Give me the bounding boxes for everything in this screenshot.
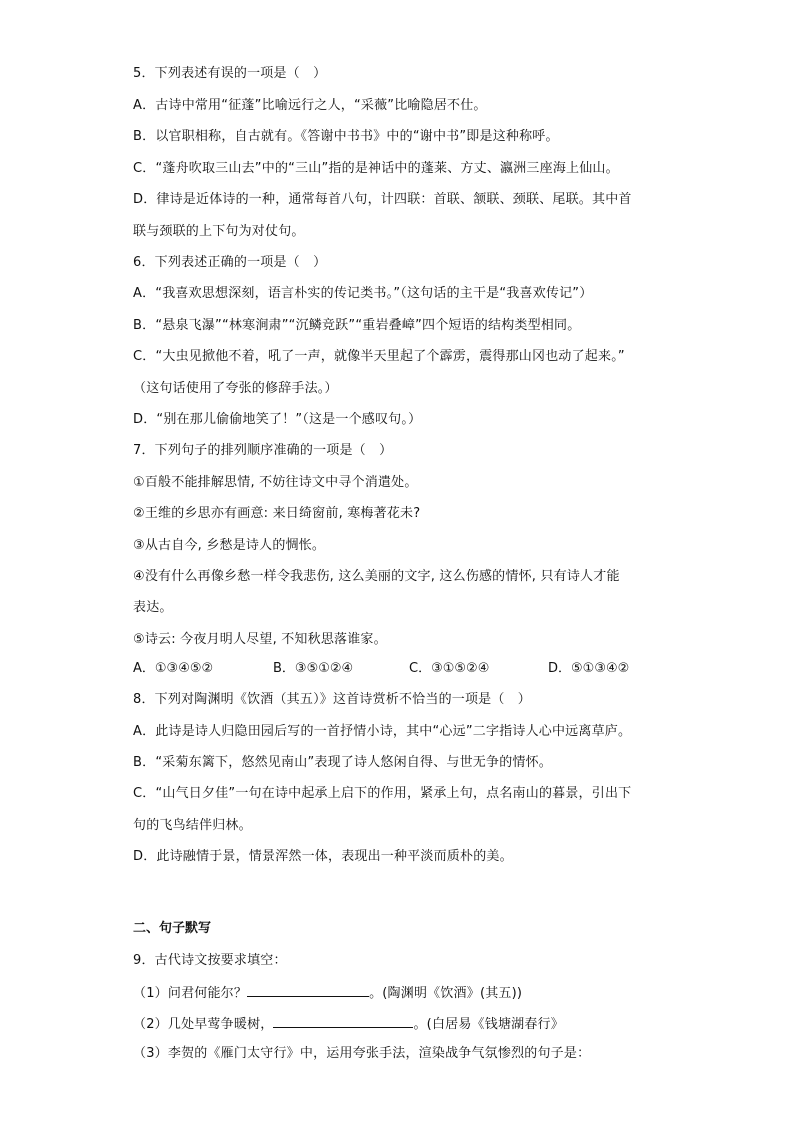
section-title-sentence-dictation: 二、句子默写 [133, 921, 212, 936]
q9-item-2-prefix: （2）几处早莺争暖树， [133, 1017, 274, 1032]
q8-option-a: A．此诗是诗人归隐田园后写的一首抒情小诗，其中“心远”二字指诗人心中远离草庐。 [133, 724, 632, 739]
q9-item-2-suffix: 。(白居易《钱塘湖春行》 [413, 1017, 564, 1032]
q6-option-c-line2: （这句话使用了夸张的修辞手法。） [133, 381, 338, 396]
q9-item-2-blank[interactable] [273, 1013, 413, 1028]
q6-option-b: B．“悬泉飞瀑”“林寒涧肃”“沉鳞竞跃”“重岩叠嶂”四个短语的结构类型相同。 [133, 318, 581, 333]
q9-item-1-blank[interactable] [247, 982, 369, 997]
q7-sentence-5: ⑤诗云: 今夜月明人尽望, 不知秋思落谁家。 [133, 632, 387, 647]
q9-item-3: （3）李贺的《雁门太守行》中，运用夸张手法，渲染战争气氛惨烈的句子是： [133, 1046, 591, 1061]
q7-option-d: D．⑤①③④② [548, 661, 630, 676]
q7-sentence-4-line1: ④没有什么再像乡愁一样令我悲伤, 这么美丽的文字, 这么伤感的情怀, 只有诗人才能 [133, 569, 620, 584]
q9-item-2 [133, 1013, 673, 1033]
q9-item-1-prefix: （1）问君何能尔？ [133, 986, 248, 1001]
q6-option-c-line1: C．“大虫见掀他不着，吼了一声，就像半天里起了个霹雳，震得那山冈也动了起来。” [133, 349, 625, 364]
q9-stem: 9．古代诗文按要求填空： [133, 953, 287, 968]
q5-option-d-line1: D．律诗是近体诗的一种，通常每首八句，计四联：首联、颔联、颈联、尾联。其中首 [133, 192, 632, 207]
q7-stem: 7．下列句子的排列顺序准确的一项是（ ） [133, 443, 393, 458]
q5-option-a: A．古诗中常用“征蓬”比喻远行之人，“采薇”比喻隐居不仕。 [133, 98, 487, 113]
q8-stem: 8．下列对陶渊明《饮酒（其五）》这首诗赏析不恰当的一项是（ ） [133, 692, 531, 707]
q6-stem: 6．下列表述正确的一项是（ ） [133, 255, 327, 270]
q6-option-a: A．“我喜欢思想深刻，语言朴实的传记类书。”（这句话的主干是“我喜欢传记”） [133, 286, 593, 301]
q5-option-d-line2: 联与颈联的上下句为对仗句。 [133, 224, 305, 239]
q5-option-b: B．以官职相称，自古就有。《答谢中书书》中的“谢中书”即是这种称呼。 [133, 129, 559, 144]
q8-option-c-line1: C．“山气日夕佳”一句在诗中起承上启下的作用，紧承上句，点名南山的暮景，引出下 [133, 786, 632, 801]
q7-option-a: A．①③④⑤② [133, 661, 214, 676]
q9-item-1-suffix: 。(陶渊明《饮酒》(其五)) [369, 986, 523, 1001]
q7-sentence-4-line2: 表达。 [133, 600, 173, 615]
q6-option-d: D．“别在那儿偷偷地笑了！”（这是一个感叹句。） [133, 412, 422, 427]
q8-option-d: D．此诗融情于景，情景浑然一体，表现出一种平淡而质朴的美。 [133, 849, 513, 864]
q8-option-b: B．“采菊东篱下，悠然见南山”表现了诗人悠闲自得、与世无争的情怀。 [133, 755, 552, 770]
q7-option-c: C．③①⑤②④ [409, 661, 490, 676]
q7-sentence-1: ①百般不能排解思情, 不妨往诗文中寻个消遣处。 [133, 475, 418, 490]
q5-stem: 5．下列表述有误的一项是（ ） [133, 66, 327, 81]
q7-sentence-2: ②王维的乡思亦有画意: 来日绮窗前, 寒梅著花未? [133, 506, 421, 521]
q5-option-c: C．“蓬舟吹取三山去”中的“三山”指的是神话中的蓬莱、方丈、瀛洲三座海上仙山。 [133, 161, 619, 176]
q7-sentence-3: ③从古自今, 乡愁是诗人的惆怅。 [133, 538, 326, 553]
q7-option-b: B．③⑤①②④ [273, 661, 354, 676]
q7-options [133, 659, 693, 679]
q9-item-1 [133, 982, 673, 1002]
q8-option-c-line2: 句的飞鸟结伴归林。 [133, 818, 252, 833]
